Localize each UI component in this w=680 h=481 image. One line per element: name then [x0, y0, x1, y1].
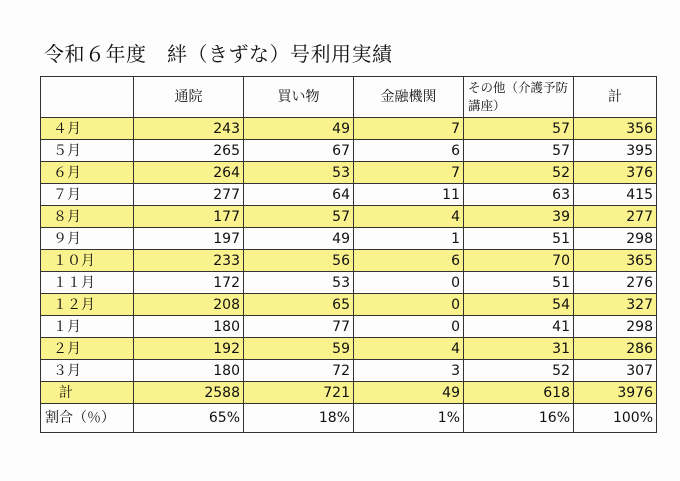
other-cell: 41 [464, 316, 574, 338]
bank-cell: 0 [354, 316, 464, 338]
hospital-cell: 265 [134, 140, 244, 162]
month-cell: ２月 [41, 338, 134, 360]
hospital-cell: 208 [134, 294, 244, 316]
document-title: 令和６年度 絆（きずな）号利用実績 [44, 42, 393, 66]
total-cell: 277 [574, 206, 657, 228]
ratio-shopping-cell: 18% [244, 404, 354, 433]
other-cell: 63 [464, 184, 574, 206]
ratio-bank-cell: 1% [354, 404, 464, 433]
total-shopping-cell: 721 [244, 382, 354, 404]
usage-table [40, 76, 657, 433]
month-cell: ８月 [41, 206, 134, 228]
shopping-cell: 49 [244, 118, 354, 140]
month-cell: ９月 [41, 228, 134, 250]
shopping-cell: 49 [244, 228, 354, 250]
hospital-cell: 197 [134, 228, 244, 250]
table-row [41, 184, 657, 206]
header-corner [41, 77, 134, 118]
month-cell: ６月 [41, 162, 134, 184]
table-row [41, 118, 657, 140]
month-cell: ４月 [41, 118, 134, 140]
table-row [41, 272, 657, 294]
total-label: 計 [41, 382, 134, 404]
header-bank: 金融機関 [354, 77, 464, 118]
bank-cell: 0 [354, 272, 464, 294]
hospital-cell: 277 [134, 184, 244, 206]
hospital-cell: 180 [134, 360, 244, 382]
shopping-cell: 65 [244, 294, 354, 316]
month-cell: ５月 [41, 140, 134, 162]
total-cell: 376 [574, 162, 657, 184]
other-cell: 57 [464, 140, 574, 162]
ratio-other-cell: 16% [464, 404, 574, 433]
table-row [41, 228, 657, 250]
month-cell: ７月 [41, 184, 134, 206]
month-cell: １月 [41, 316, 134, 338]
table-body [41, 118, 657, 433]
shopping-cell: 77 [244, 316, 354, 338]
month-cell: １０月 [41, 250, 134, 272]
bank-cell: 4 [354, 338, 464, 360]
total-cell: 307 [574, 360, 657, 382]
other-cell: 54 [464, 294, 574, 316]
header-total: 計 [574, 77, 657, 118]
shopping-cell: 59 [244, 338, 354, 360]
bank-cell: 4 [354, 206, 464, 228]
table-row [41, 316, 657, 338]
total-cell: 415 [574, 184, 657, 206]
total-cell: 327 [574, 294, 657, 316]
other-cell: 57 [464, 118, 574, 140]
header-other: その他（介護予防講座） [464, 77, 574, 118]
hospital-cell: 264 [134, 162, 244, 184]
bank-cell: 6 [354, 140, 464, 162]
bank-cell: 11 [354, 184, 464, 206]
hospital-cell: 243 [134, 118, 244, 140]
other-cell: 51 [464, 228, 574, 250]
shopping-cell: 67 [244, 140, 354, 162]
bank-cell: 0 [354, 294, 464, 316]
total-cell: 356 [574, 118, 657, 140]
ratio-label: 割合（％） [41, 404, 134, 433]
hospital-cell: 233 [134, 250, 244, 272]
total-hospital-cell: 2588 [134, 382, 244, 404]
other-cell: 31 [464, 338, 574, 360]
other-cell: 51 [464, 272, 574, 294]
other-cell: 52 [464, 360, 574, 382]
total-cell: 286 [574, 338, 657, 360]
shopping-cell: 56 [244, 250, 354, 272]
hospital-cell: 172 [134, 272, 244, 294]
table-row [41, 250, 657, 272]
shopping-cell: 72 [244, 360, 354, 382]
bank-cell: 7 [354, 118, 464, 140]
hospital-cell: 180 [134, 316, 244, 338]
month-cell: １１月 [41, 272, 134, 294]
total-cell: 365 [574, 250, 657, 272]
other-cell: 39 [464, 206, 574, 228]
table-row [41, 294, 657, 316]
month-cell: ３月 [41, 360, 134, 382]
total-total-cell: 3976 [574, 382, 657, 404]
table-row [41, 162, 657, 184]
header-shopping: 買い物 [244, 77, 354, 118]
hospital-cell: 192 [134, 338, 244, 360]
bank-cell: 1 [354, 228, 464, 250]
table-row [41, 140, 657, 162]
total-cell: 276 [574, 272, 657, 294]
table-row [41, 206, 657, 228]
header-row [41, 77, 657, 118]
total-cell: 395 [574, 140, 657, 162]
shopping-cell: 57 [244, 206, 354, 228]
bank-cell: 6 [354, 250, 464, 272]
shopping-cell: 64 [244, 184, 354, 206]
total-bank-cell: 49 [354, 382, 464, 404]
other-cell: 52 [464, 162, 574, 184]
ratio-hospital-cell: 65% [134, 404, 244, 433]
total-other-cell: 618 [464, 382, 574, 404]
bank-cell: 7 [354, 162, 464, 184]
total-cell: 298 [574, 228, 657, 250]
shopping-cell: 53 [244, 162, 354, 184]
total-row [41, 382, 657, 404]
header-hospital: 通院 [134, 77, 244, 118]
table-row [41, 360, 657, 382]
table-row [41, 338, 657, 360]
bank-cell: 3 [354, 360, 464, 382]
ratio-total-cell: 100% [574, 404, 657, 433]
other-cell: 70 [464, 250, 574, 272]
shopping-cell: 53 [244, 272, 354, 294]
hospital-cell: 177 [134, 206, 244, 228]
total-cell: 298 [574, 316, 657, 338]
ratio-row [41, 404, 657, 433]
month-cell: １２月 [41, 294, 134, 316]
